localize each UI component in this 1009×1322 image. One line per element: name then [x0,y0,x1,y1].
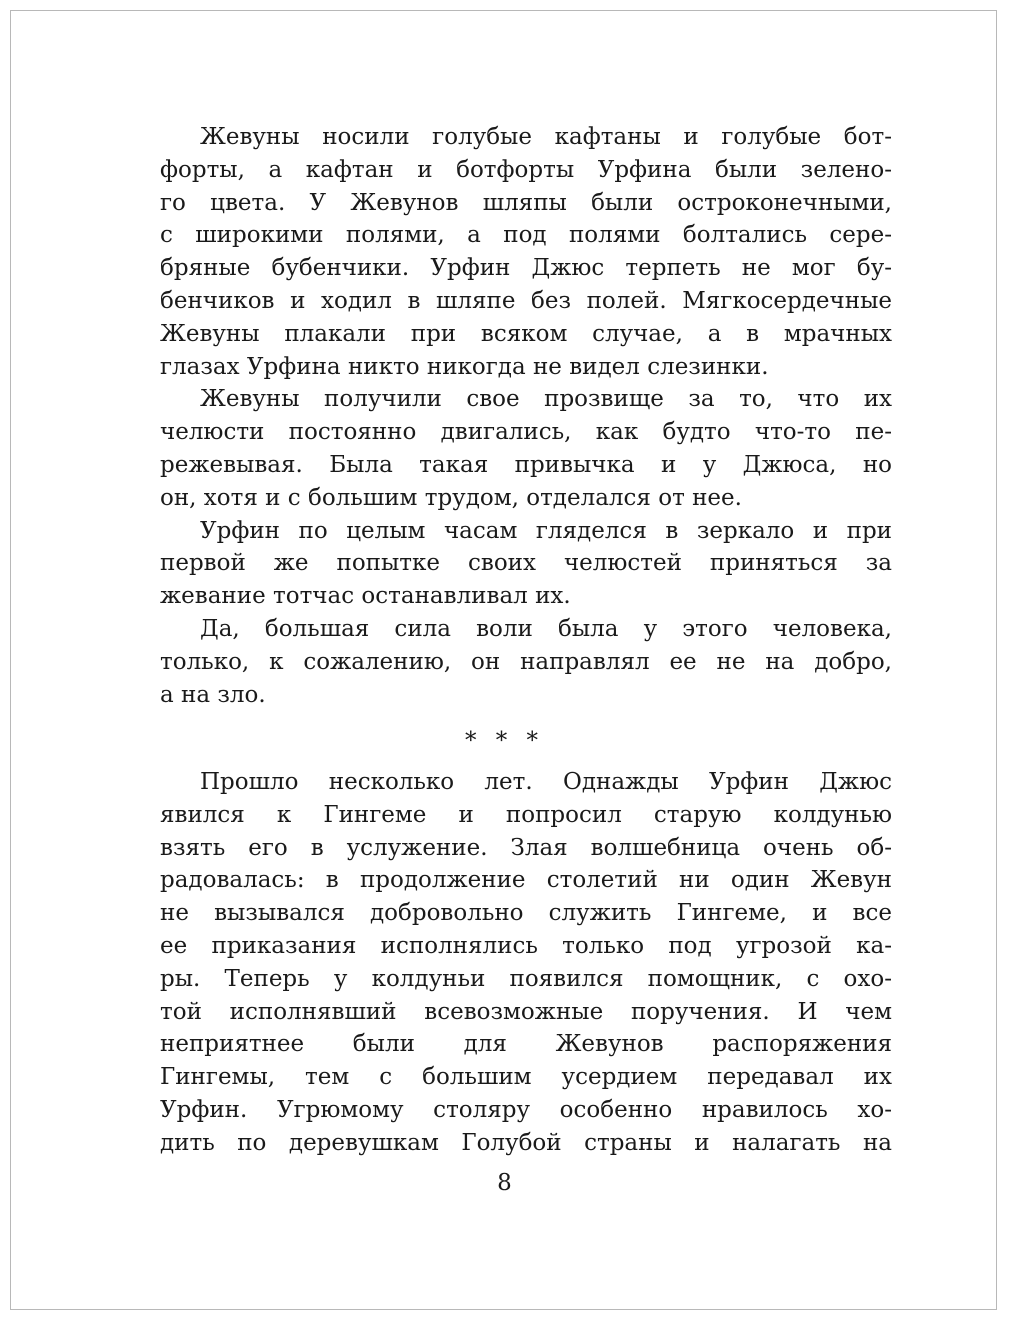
text-line: челюсти постоянно двигались, как будто что-то пе- [160,419,892,446]
text-line: Гингемы, тем с большим усердием передавал их [160,1064,892,1091]
text-line: только, к сожалению, он направлял ее не на добро, [160,648,892,675]
text-line: Урфин по целым часам гляделся в зеркало и при [200,517,892,544]
text-block-bottom [160,766,892,1160]
text-line: Прошло несколько лет. Однажды Урфин Джюс [200,769,892,795]
text-line: глазах Урфина никто никогда не видел слезинки. [160,353,769,380]
text-line: го цвета. У Жевунов шляпы были остроконечными, [160,189,892,216]
text-line: дить по деревушкам Голубой страны и налагать на [160,1129,892,1156]
text-line: он, хотя и с большим трудом, отделался от нее. [160,484,742,511]
text-line: ее приказания исполнялись только под угрозой ка- [160,932,892,959]
text-line: Жевуны получили свое прозвище за то, что их [200,386,892,413]
page-number: 8 [497,1170,512,1196]
text-line: Урфин. Угрюмому столяру особенно нравилось хо- [160,1096,892,1123]
text-line: радовалась: в продолжение столетий ни один Жевун [160,867,892,894]
section-separator: * * * [464,728,545,754]
text-line: бенчиков и ходил в шляпе без полей. Мягкосердечные [160,287,892,314]
text-line: жевание тотчас останавливал их. [160,583,571,610]
text-line: той исполнявший всевозможные поручения. И чем [160,998,892,1025]
text-line: а на зло. [160,681,266,708]
text-line: Жевуны носили голубые кафтаны и голубые бот- [200,124,892,150]
text-line: форты, а кафтан и ботфорты Урфина были зелено- [160,156,892,183]
text-line: первой же попытке своих челюстей приняться за [160,550,892,577]
text-line: Да, большая сила воли была у этого человека, [200,615,892,642]
text-line: с широкими полями, а под полями болтались сере- [160,222,892,249]
text-line: бряные бубенчики. Урфин Джюс терпеть не мог бу- [160,255,892,282]
text-line: взять его в услужение. Злая волшебница очень об- [160,834,892,861]
text-line: явился к Гингеме и попросил старую колдунью [160,801,892,828]
text-line: Жевуны плакали при всяком случае, а в мрачных [160,320,892,347]
text-block-top [160,121,892,711]
text-line: режевывая. Была такая привычка и у Джюса, но [160,451,892,478]
text-line: не вызывался добровольно служить Гингеме, и все [160,900,892,927]
text-line: ры. Теперь у колдуньи появился помощник, с охо- [160,965,892,992]
text-line: неприятнее были для Жевунов распоряжения [160,1031,892,1058]
